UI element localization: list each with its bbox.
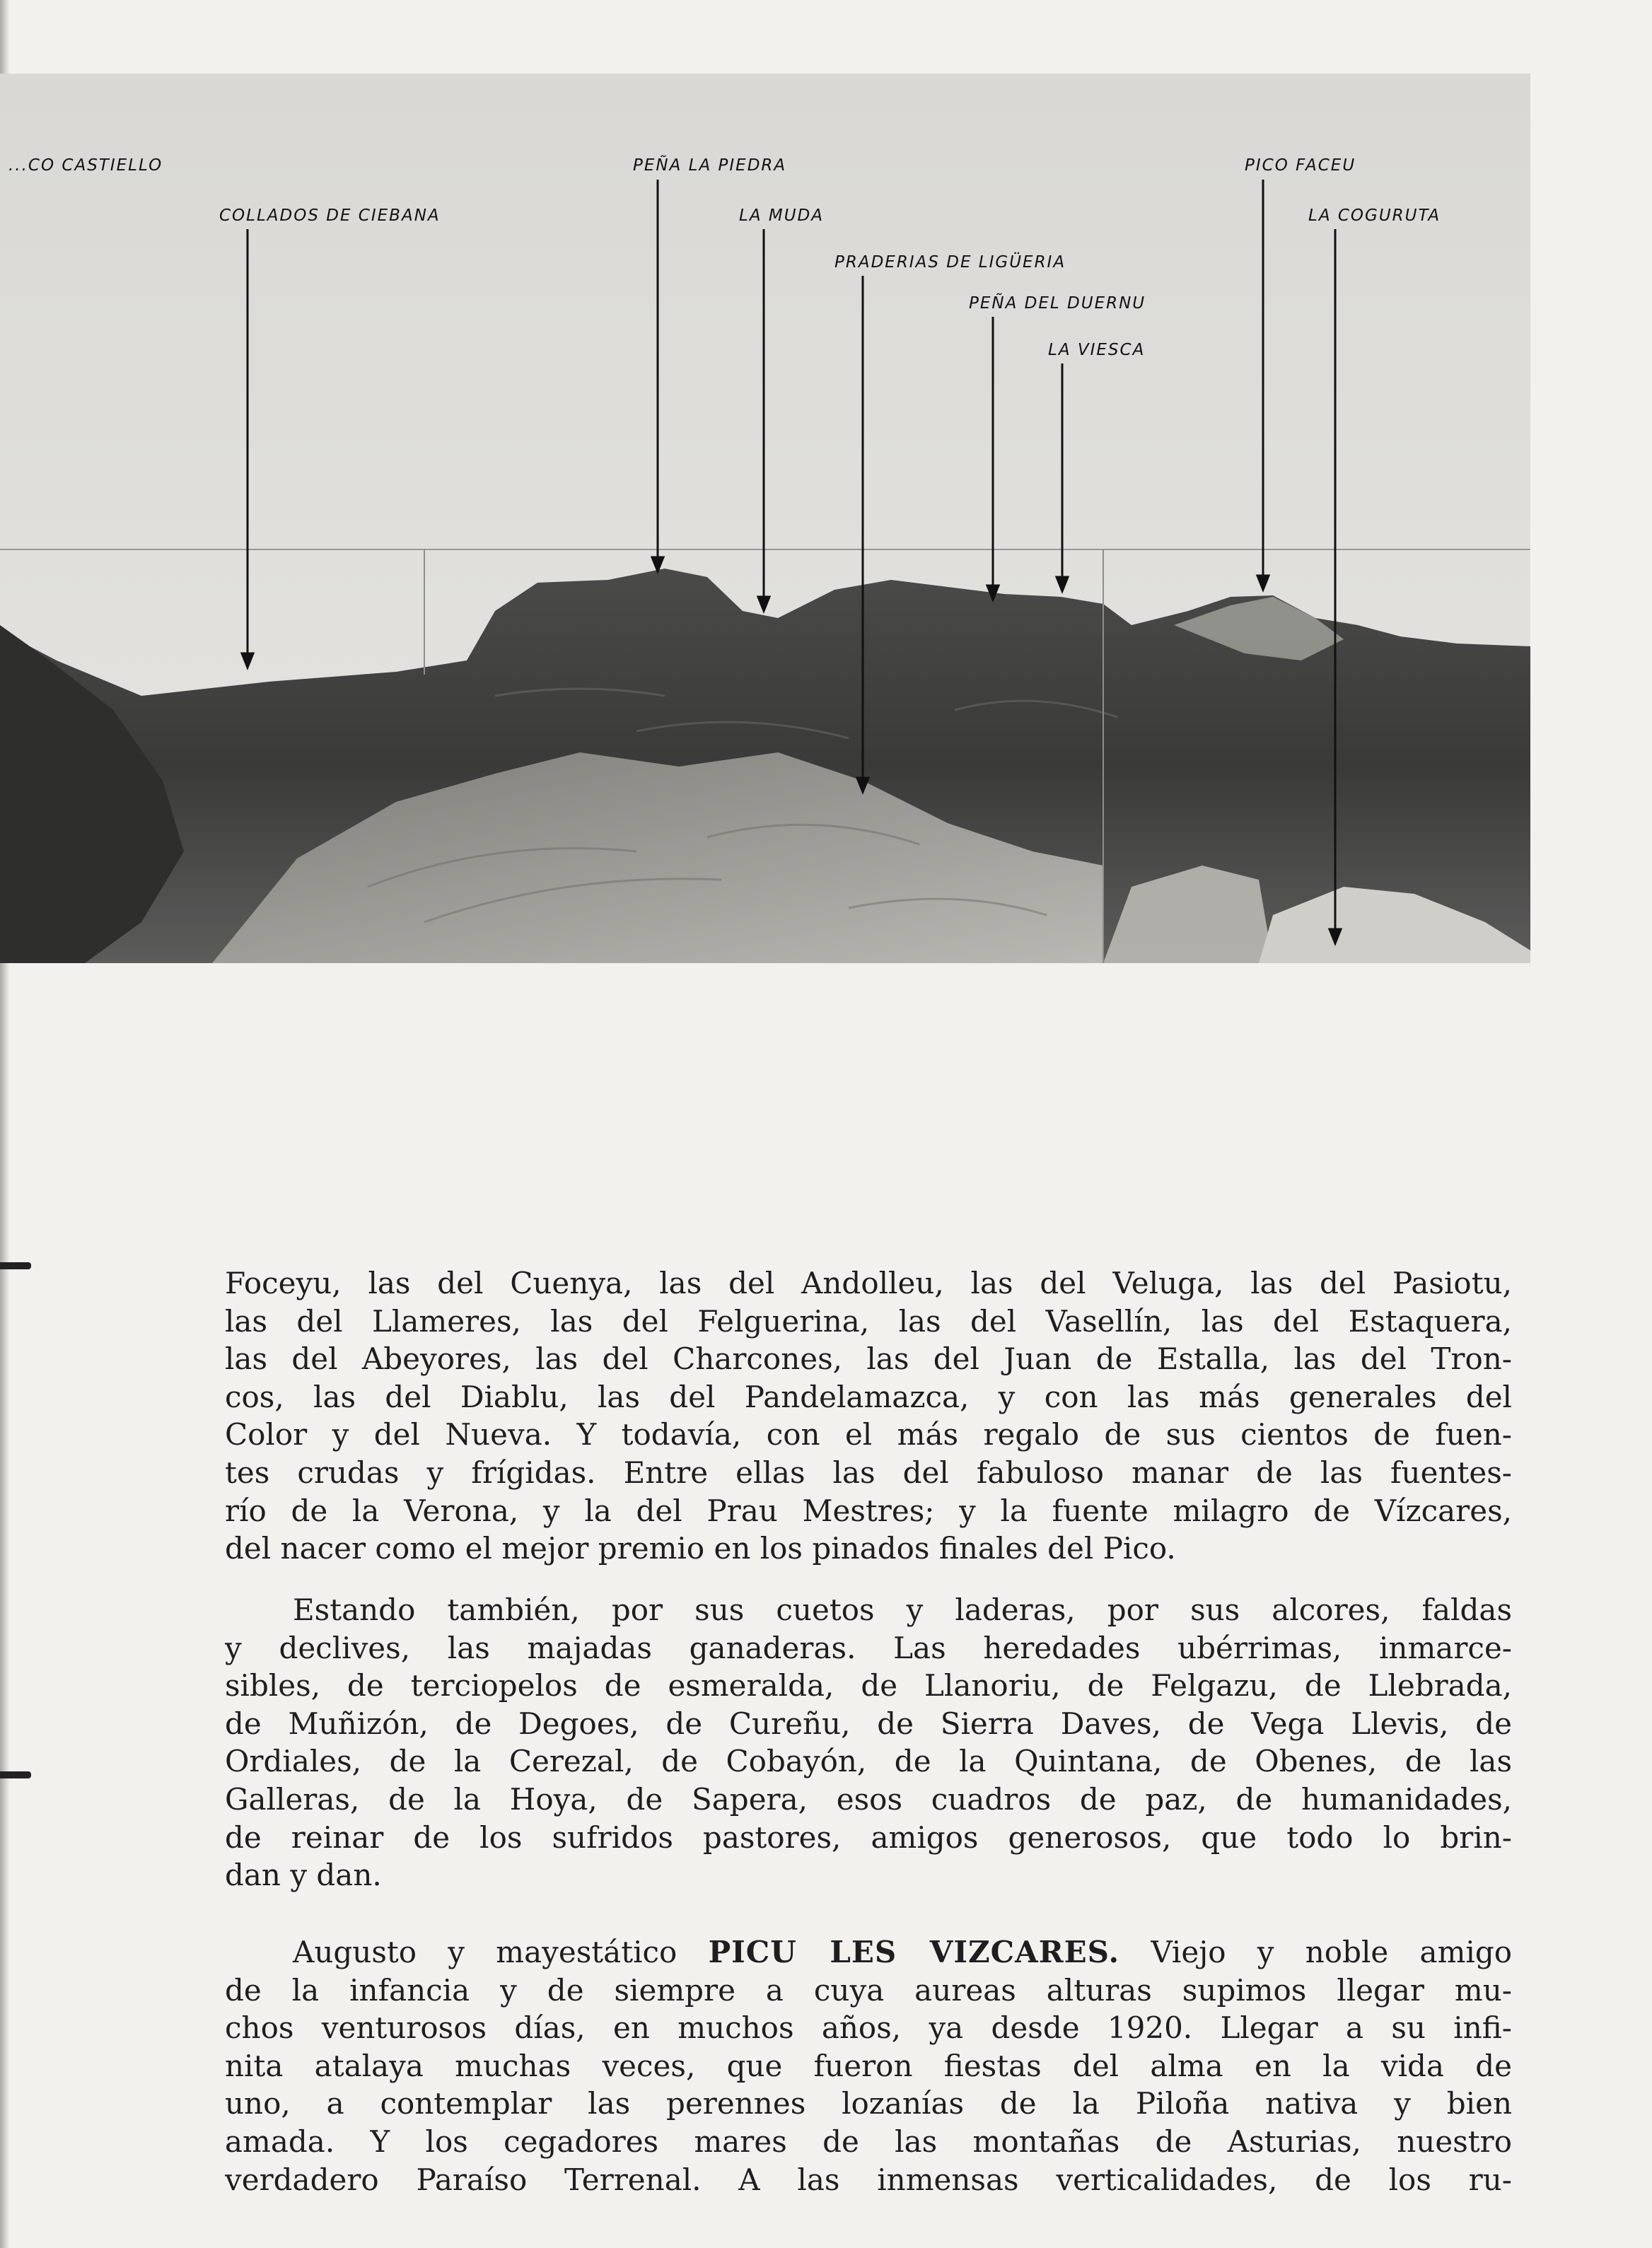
text-line: Galleras, de la Hoya, de Sapera, esos cuadros de paz, de humanidades, bbox=[225, 1781, 1512, 1817]
text-run: Augusto y mayestático bbox=[293, 1935, 709, 1969]
paragraph-1 bbox=[225, 1264, 1512, 1568]
text-line: tes crudas y frígidas. Entre ellas las del fabuloso manar de las fuentes- bbox=[225, 1455, 1512, 1490]
text-line: Ordiales, de la Cerezal, de Cobayón, de la Quintana, de Obenes, de las bbox=[225, 1744, 1512, 1779]
text-line bbox=[225, 1933, 1512, 1972]
label-pico-faceu: PICO FACEU bbox=[1245, 156, 1356, 175]
text-line: las del Llameres, las del Felguerina, las del Vasellín, las del Estaquera, bbox=[225, 1303, 1512, 1339]
text-line: río de la Verona, y la del Prau Mestres; y la fuente milagro de Vízcares, bbox=[225, 1493, 1512, 1528]
text-line: las del Abeyores, las del Charcones, las del Juan de Estalla, las del Tron- bbox=[225, 1341, 1512, 1377]
label-praderias-de-ligueria: PRADERIAS DE LIGÜERIA bbox=[834, 253, 1066, 272]
text-line: de Muñizón, de Degoes, de Cureñu, de Sierra Daves, de Vega Llevis, de bbox=[225, 1706, 1512, 1741]
text-line: nita atalaya muchas veces, que fueron fiestas del alma en la vida de bbox=[225, 2048, 1512, 2083]
label-la-viesca: LA VIESCA bbox=[1048, 341, 1146, 359]
text-line: de la infancia y de siempre a cuya aureas alturas supimos llegar mu- bbox=[225, 1972, 1512, 2008]
text-line: verdadero Paraíso Terrenal. A las inmensas verticalidades, de los ru- bbox=[225, 2162, 1512, 2197]
binding-ring bbox=[0, 1771, 31, 1778]
label-pena-la-piedra: PEÑA LA PIEDRA bbox=[633, 156, 787, 175]
text-line: del nacer como el mejor premio en los pinados finales del Pico. bbox=[225, 1531, 1176, 1566]
paragraph-2 bbox=[225, 1591, 1512, 1894]
label-collados-de-ciebana: COLLADOS DE CIEBANA bbox=[219, 206, 441, 225]
text-line: Estando también, por sus cuetos y laderas, por sus alcores, faldas bbox=[293, 1592, 1512, 1627]
binding-ring bbox=[0, 1262, 31, 1269]
text-line: Color y del Nueva. Y todavía, con el más regalo de sus cientos de fuen- bbox=[225, 1417, 1512, 1452]
text-line: chos venturosos días, en muchos años, ya desde 1920. Llegar a su infi- bbox=[225, 2010, 1512, 2046]
paragraph-3 bbox=[225, 1933, 1512, 2199]
text-line: sibles, de terciopelos de esmeralda, de Llanoriu, de Felgazu, de Llebrada, bbox=[225, 1668, 1512, 1704]
label-la-muda: LA MUDA bbox=[739, 206, 824, 225]
text-line: uno, a contemplar las perennes lozanías de la Piloña nativa y bien bbox=[225, 2086, 1512, 2121]
text-run: Viejo y noble amigo bbox=[1119, 1935, 1512, 1969]
text-line: cos, las del Diablu, las del Pandelamazca, y con las más generales del bbox=[225, 1379, 1512, 1414]
panorama-photo bbox=[0, 74, 1530, 963]
label-la-coguruta: LA COGURUTA bbox=[1308, 206, 1441, 225]
text-line: y declives, las majadas ganaderas. Las heredades ubérrimas, inmarce- bbox=[225, 1630, 1512, 1665]
text-line: amada. Y los cegadores mares de las montañas de Asturias, nuestro bbox=[225, 2124, 1512, 2159]
label-pico-castiello: ...CO CASTIELLO bbox=[8, 156, 163, 175]
text-line: de reinar de los sufridos pastores, amigos generosos, que todo lo brin- bbox=[225, 1819, 1512, 1855]
text-line: Foceyu, las del Cuenya, las del Andolleu, las del Veluga, las del Pasiotu, bbox=[225, 1266, 1512, 1300]
label-pena-del-duernu: PEÑA DEL DUERNU bbox=[969, 294, 1146, 313]
picu-les-vizcares-heading: PICU LES VIZCARES. bbox=[708, 1935, 1120, 1969]
text-line: dan y dan. bbox=[225, 1858, 382, 1893]
